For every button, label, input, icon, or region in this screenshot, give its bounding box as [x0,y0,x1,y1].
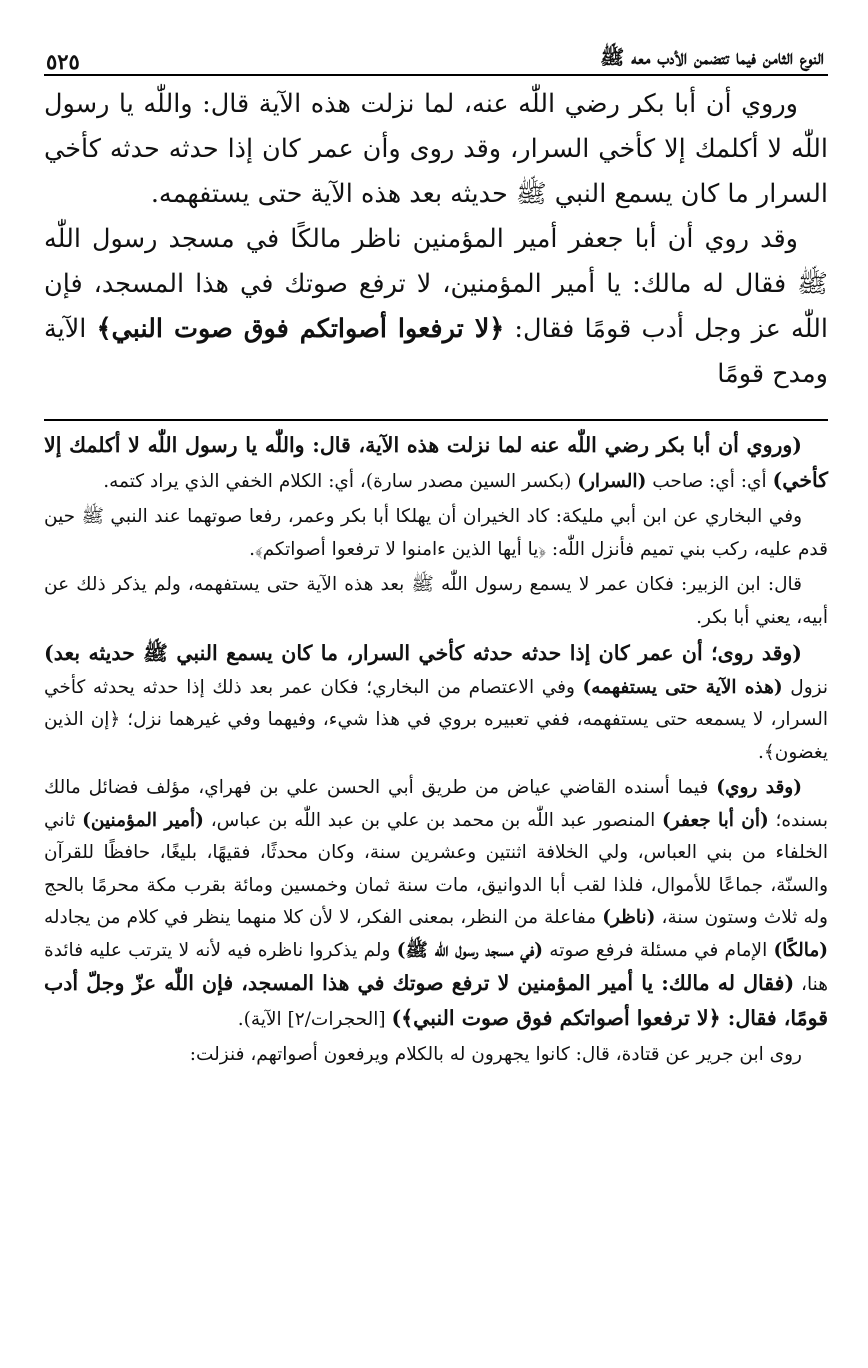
quoted-matn: (في مسجد رسول اللّٰه ﷺ) [396,939,544,961]
commentary-paragraph [44,1039,828,1072]
commentary-paragraph [44,637,828,769]
commentary-text: [الحجرات/٢] الآية). [237,1008,386,1030]
main-paragraph-text: وروي أن أبا بكر رضي اللّٰه عنه، لما نزلت هذه الآية قال: واللّٰه يا رسول اللّٰه لا أكلمك إلا كأخي السرار، وقد روى وأن عمر كان إذا حدثه حدثه كأخي السرار ما كان يسمع النبي ﷺ حديثه بعد هذه الآية حتى يستفهمه. [44,89,828,209]
quoted-matn: (ناظر) [602,907,656,928]
quoted-matn: (وقد روى؛ أن عمر كان إذا حدثه حدثه كأخي السرار، ما كان يسمع النبي ﷺ حديثه بعد) [44,641,802,665]
main-paragraph-text: الآية ومدح قومًا [44,314,828,389]
commentary-text: وفي الاعتصام من البخاري؛ فكان عمر بعد ذلك إذا حدثه يحدثه كأخي السرار، لا يسمعه حتى يستفهمه، ففي تعبيره بروي في هذا شيء، وفيهما وفي غيرهما نزل؛ ﴿إن الذين يغضون﴾. [44,676,828,763]
commentary-text: نزول [790,676,828,698]
section-divider [44,419,828,421]
running-title: النوع الثامن فيما تتضمن الأدب معه ﷺ [600,45,824,69]
commentary [44,429,828,1072]
quoted-matn: (هذه الآية حتى يستفهمه) [582,676,783,698]
commentary-text: أي: أي: صاحب [652,470,767,492]
commentary-paragraph [44,772,828,1036]
commentary-text: مفاعلة من النظر، بمعنى الفكر، لا لأن كلا منهما ينظر في كلام من يجادله [44,907,597,928]
quran-verse: ﴿لا ترفعوا أصواتكم فوق صوت النبي﴾ [96,314,505,344]
commentary-paragraph [44,501,828,566]
quoted-matn: (أن أبا جعفر) [662,809,769,831]
commentary-text: قال: ابن الزبير: فكان عمر لا يسمع رسول اللّٰه ﷺ بعد هذه الآية حتى يستفهمه، ولم يذكر ذلك عن أبيه، يعني أبا بكر. [44,574,828,628]
main-paragraph [44,82,828,217]
commentary-paragraph [44,429,828,498]
commentary-text: فيما أسنده القاضي عياض من طريق أبي الحسن علي بن فهراي، مؤلف فضائل مالك بسنده؛ [44,777,829,831]
page-header [44,40,828,76]
quoted-matn: (وقد روي) [716,777,802,798]
quoted-matn: (فقال له مالك: يا أمير المؤمنين لا ترفع صوتك في هذا المسجد، فإن اللّٰه عزّ وجلّ أدب قومًا، فقال: ﴿لا ترفعوا أصواتكم فوق صوت النبي﴾) [44,971,828,1030]
main-text [44,82,828,397]
main-paragraph [44,217,828,397]
commentary-text: المنصور عبد اللّٰه بن محمد بن علي بن عبد اللّٰه بن عباس، [210,809,656,831]
quoted-matn: (السرار) [577,470,647,492]
commentary-text: ولم يذكروا ناظره فيه لأنه لا يترتب عليه فائدة هنا، [44,939,828,995]
quoted-matn: (مالكًا) [773,939,829,961]
quoted-matn: (وروي أن أبا بكر رضي اللّٰه عنه لما نزلت هذه الآية، قال: واللّٰه يا رسول اللّٰه لا أكلمك إلا كأخي) [44,433,828,492]
commentary-text: وفي البخاري عن ابن أبي مليكة: كاد الخيران أن يهلكا أبا بكر وعمر، رفعا صوتهما عند النبي ﷺ حين قدم عليه، ركب بني تميم فأنزل اللّٰه: ﴿يا أيها الذين ءامنوا لا ترفعوا أصواتكم﴾. [44,506,828,560]
commentary-text: روى ابن جرير عن قتادة، قال: كانوا يجهرون له بالكلام ويرفعون أصواتهم، فنزلت: [189,1044,802,1065]
page-number: ٥٢٥ [46,49,80,74]
commentary-text: الإمام في مسئلة فرفع صوته [549,939,768,961]
commentary-text: ثاني الخلفاء من بني العباس، ولي الخلافة اثنتين وعشرين سنة، وكان محدثًا، فقيهًا، بليغًا، حافظًا للقرآن والسنّة، جماعًا للأموال، فلذا لقب أبا الدوانيق، مات سنة ثمان وخمسين ومائة بقرب مكة محرمًا بالحج وله ثلاث وستون سنة، [44,809,828,928]
commentary-text: (بكسر السين مصدر سارة)، أي: الكلام الخفي الذي يراد كتمه. [103,470,572,492]
main-paragraph-text: وقد روي أن أبا جعفر أمير المؤمنين ناظر مالكًا في مسجد رسول اللّٰه ﷺ فقال له مالك: يا أمير المؤمنين، لا ترفع صوتك في هذا المسجد، فإن اللّٰه عز وجل أدب قومًا فقال: [44,224,829,344]
commentary-paragraph [44,569,828,634]
quoted-matn: (أمير المؤمنين) [82,809,204,831]
